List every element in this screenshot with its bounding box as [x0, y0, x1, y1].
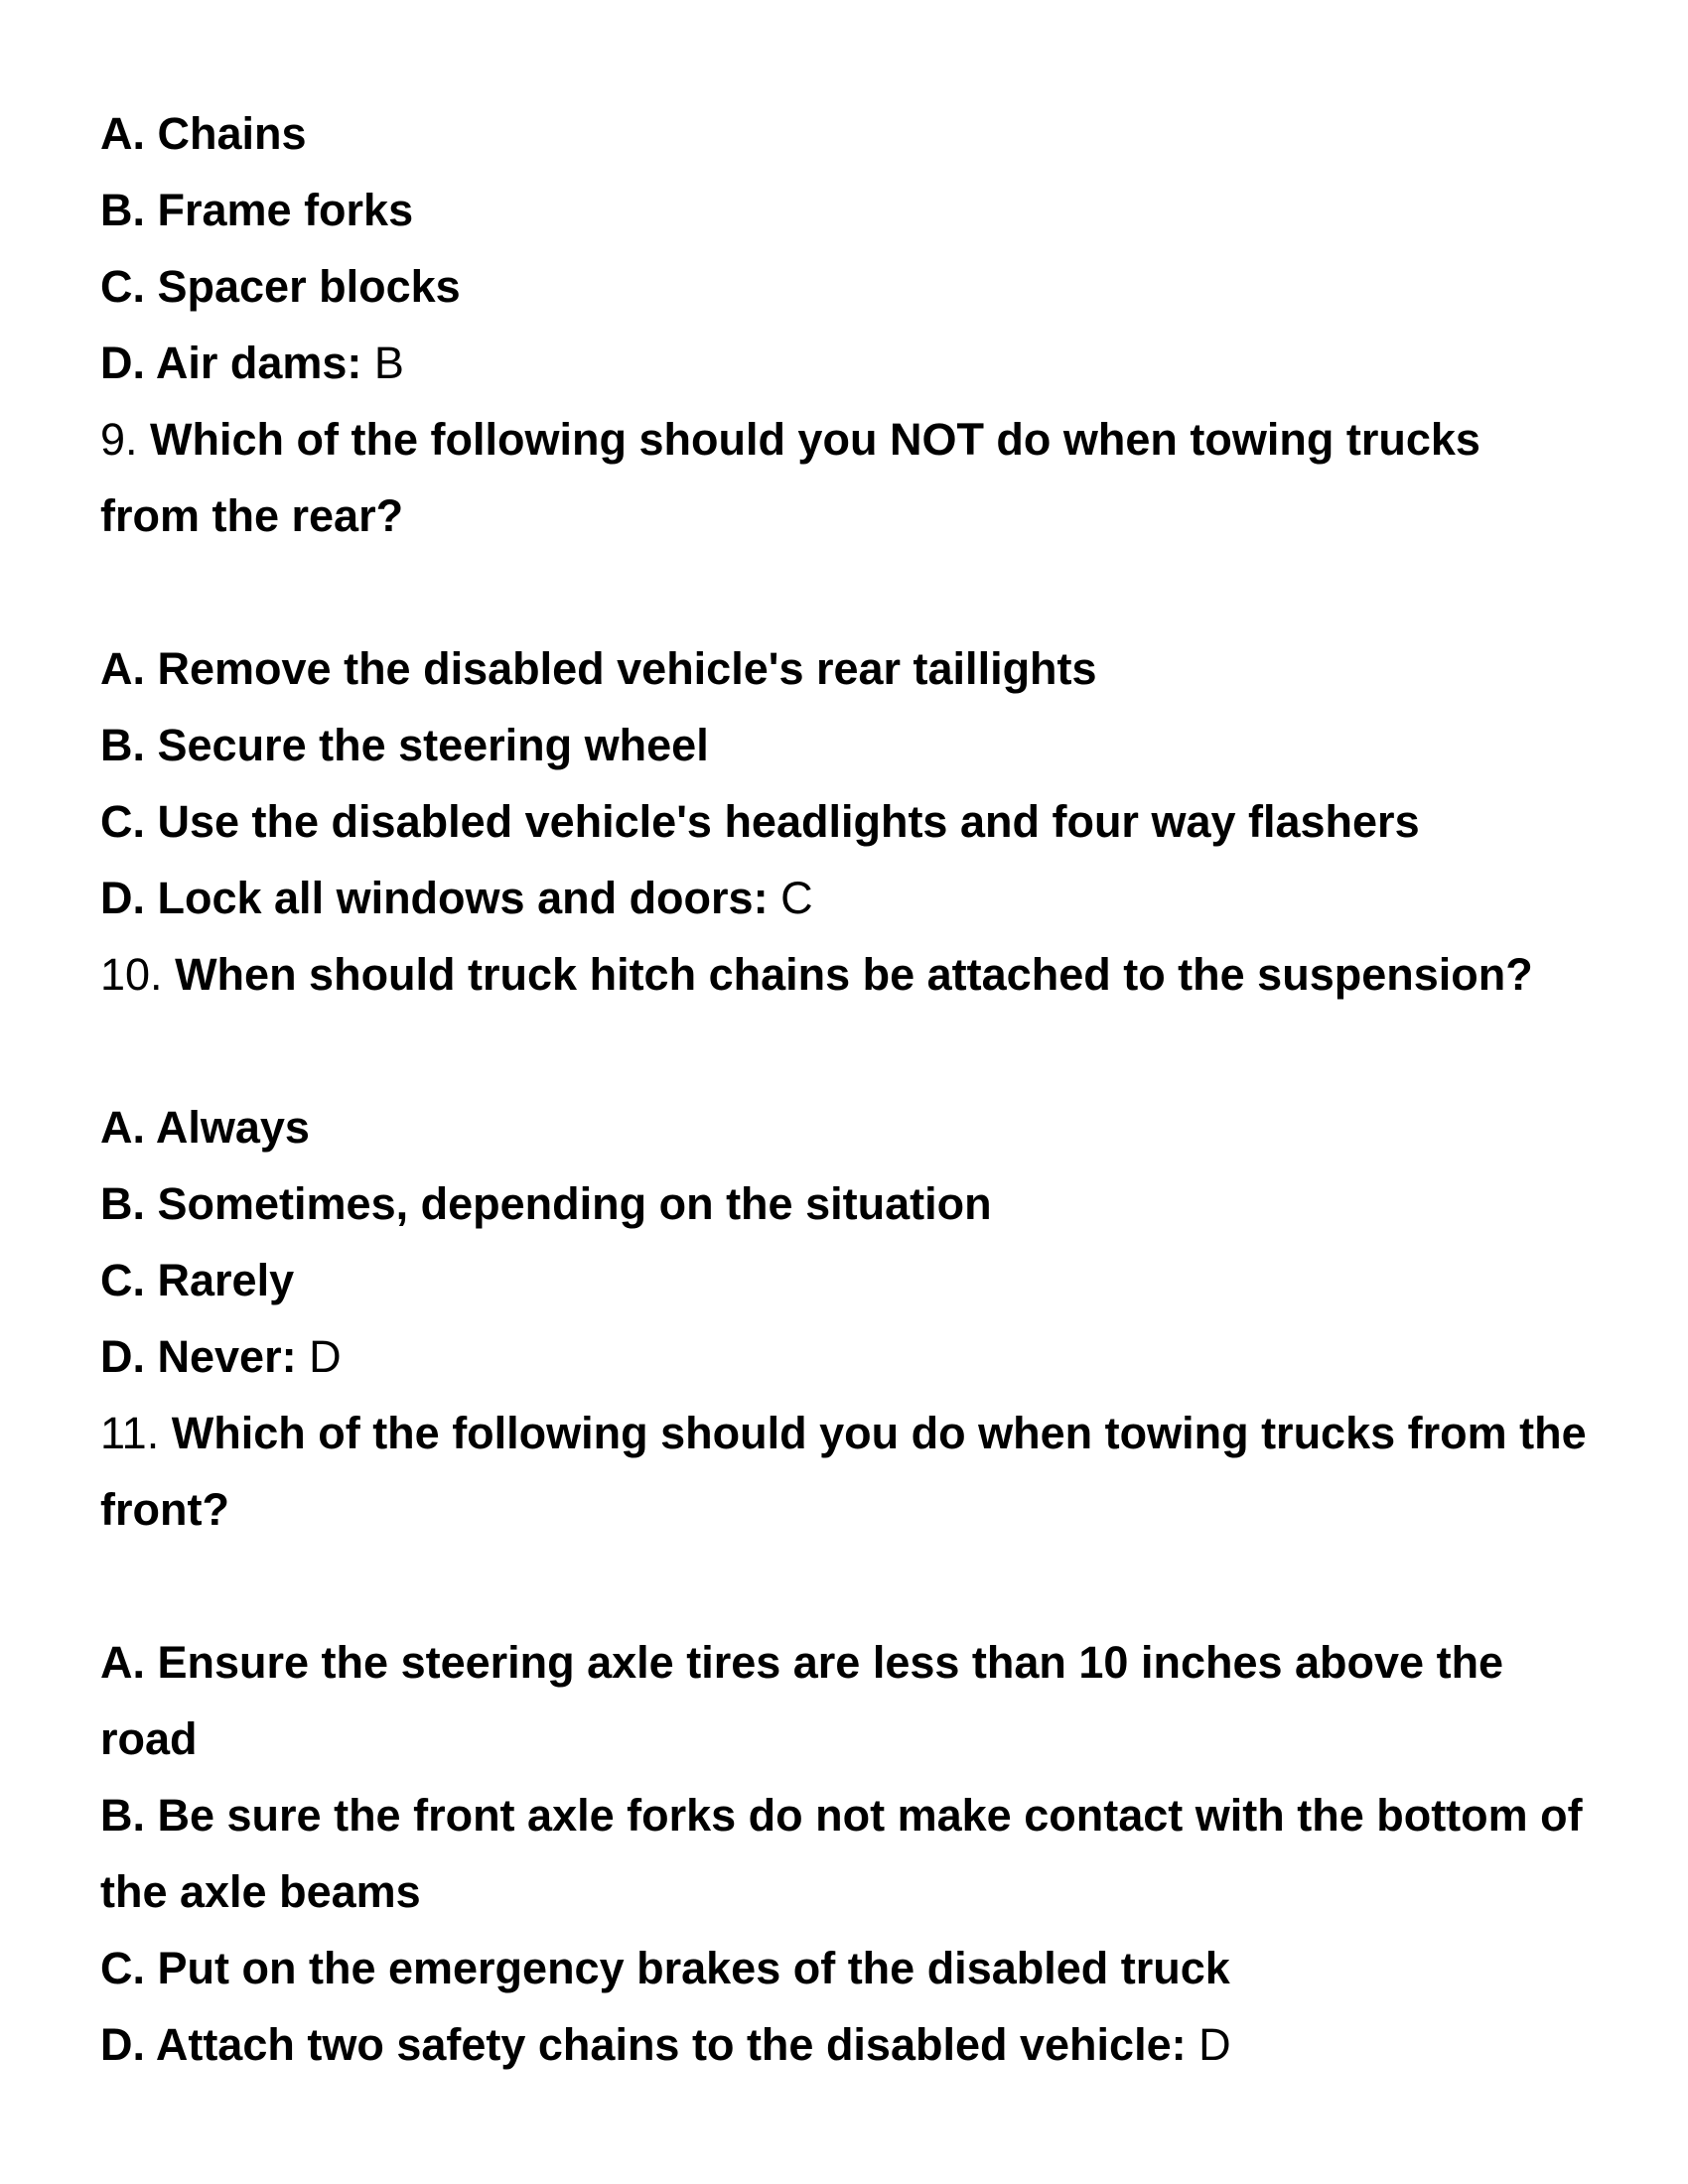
question-number: 10.: [100, 949, 163, 1000]
option-c: C. Rarely: [100, 1255, 295, 1305]
option-a: A. Chains: [100, 108, 307, 159]
question-11: [100, 1395, 1590, 1548]
document-page: [100, 95, 1590, 2083]
option-c: C. Spacer blocks: [100, 261, 461, 312]
option-c: C. Use the disabled vehicle's headlights and four way flashers: [100, 796, 1420, 847]
spacer: [100, 1548, 1590, 1624]
option-d: [100, 325, 1590, 401]
answer-key: D: [1198, 2019, 1231, 2070]
spacer: [100, 1013, 1590, 1089]
option-d: [100, 1318, 1590, 1395]
option-d: [100, 2006, 1590, 2083]
option-b: B. Sometimes, depending on the situation: [100, 1178, 992, 1229]
option-a: A. Ensure the steering axle tires are less than 10 inches above the road: [100, 1637, 1504, 1764]
question-text: Which of the following should you do when towing trucks from the front?: [100, 1408, 1587, 1535]
option-a: A. Always: [100, 1102, 310, 1153]
option-d: [100, 860, 1590, 936]
option-c: C. Put on the emergency brakes of the disabled truck: [100, 1943, 1230, 1993]
option-a: A. Remove the disabled vehicle's rear taillights: [100, 643, 1097, 694]
answer-key: D: [309, 1331, 342, 1382]
option-d-text: D. Never:: [100, 1331, 297, 1382]
option-d-text: D. Attach two safety chains to the disabled vehicle:: [100, 2019, 1187, 2070]
option-d-text: D. Lock all windows and doors:: [100, 873, 769, 923]
option-d-text: D. Air dams:: [100, 338, 362, 388]
question-number: 9.: [100, 414, 138, 465]
spacer: [100, 554, 1590, 630]
question-text: Which of the following should you NOT do when towing trucks from the rear?: [100, 414, 1480, 541]
option-b: B. Secure the steering wheel: [100, 720, 709, 770]
question-9: [100, 401, 1590, 554]
answer-key: C: [780, 873, 813, 923]
question-number: 11.: [100, 1408, 160, 1458]
answer-key: B: [373, 338, 404, 388]
question-text: When should truck hitch chains be attached to the suspension?: [175, 949, 1533, 1000]
option-b: B. Frame forks: [100, 185, 414, 235]
question-10: [100, 936, 1590, 1013]
option-b: B. Be sure the front axle forks do not make contact with the bottom of the axle beams: [100, 1790, 1583, 1917]
